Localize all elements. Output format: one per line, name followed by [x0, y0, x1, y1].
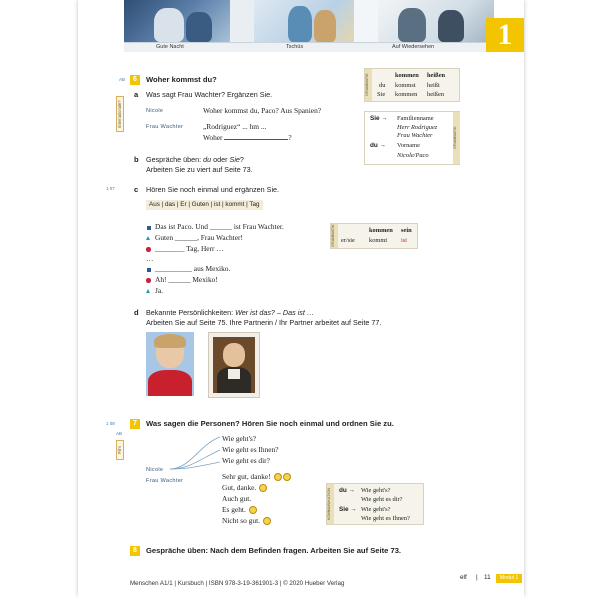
photo-divider	[230, 0, 254, 42]
grammar-head-kommen: kommen	[395, 72, 419, 79]
section-number-8: 8	[130, 546, 140, 556]
grammar-du-kommst: kommst	[395, 82, 416, 89]
smiley-icon	[283, 473, 291, 481]
grammar-example-wachter: Frau Wachter	[397, 132, 433, 139]
answer-2-text: Gut, danke.	[222, 483, 257, 492]
smiley-icon	[259, 484, 267, 492]
top-banner	[124, 0, 494, 42]
dialog-line-3: ________ Tag, Herr …	[155, 244, 224, 253]
neutral-face-icon	[249, 506, 257, 514]
caption-tschues: Tschüs	[286, 44, 304, 50]
chapter-number-tab: 1	[486, 18, 524, 52]
task-d-question: Wer ist das? – Das ist …	[235, 308, 315, 317]
speaker-frau-wachter: Frau Wachter	[146, 478, 184, 484]
task-d-instruction	[146, 308, 314, 317]
caption-gute-nacht: Gute Nacht	[156, 44, 184, 50]
comm-du-a: Wie geht's?	[361, 487, 391, 494]
answer-4	[222, 505, 257, 514]
grammar-tag: GRAMMATIK	[331, 224, 338, 248]
grammar-tag: GRAMMATIK	[365, 69, 372, 101]
grammar-vorname: Vorname	[397, 142, 420, 149]
question-2: Wie geht es Ihnen?	[222, 445, 279, 454]
task-a-instruction: Was sagt Frau Wachter? Ergänzen Sie.	[146, 90, 273, 99]
task-b-instruction	[146, 155, 244, 164]
task-b-text: Gespräche üben:	[146, 155, 204, 164]
wachter-line-1: „Rodriguez“ ... hm ...	[203, 122, 267, 131]
speaker-bullet-circle	[146, 247, 151, 252]
task-c-instruction: Hören Sie noch einmal und ergänzen Sie.	[146, 185, 280, 194]
connector-lines	[170, 434, 226, 474]
workbook-ref: AB	[116, 431, 123, 436]
photo-auf-wiedersehen	[378, 0, 494, 42]
answer-1-text: Sehr gut, danke!	[222, 472, 271, 481]
footer-imprint: Menschen A1/1 | Kursbuch | ISBN 978-3-19-361901-3 | © 2020 Hueber Verlag	[130, 580, 345, 587]
grammar-kommt: kommt	[369, 237, 388, 244]
comm-sie-a: Wie geht's?	[361, 506, 391, 513]
dialog-line-4: …	[146, 254, 154, 263]
answer-5-text: Nicht so gut.	[222, 516, 260, 525]
grammar-pron-du: du	[379, 82, 386, 89]
nicole-line: Woher kommst du, Paco? Aus Spanien?	[203, 106, 322, 115]
photo-celebrity-2	[208, 332, 260, 398]
task-d-letter: d	[134, 308, 139, 317]
grammar-example-nicole-paco: Nicole/Paco	[397, 152, 429, 159]
answer-3: Auch gut.	[222, 494, 252, 503]
section-number-6: 6	[130, 75, 140, 85]
page-word: elf	[460, 574, 467, 581]
wachter-line-2-text: Woher	[203, 133, 223, 142]
speaker-bullet-square	[147, 226, 151, 230]
page-number: 11	[484, 574, 491, 581]
grammar-box-verbs	[364, 68, 460, 102]
task-b-du: du	[203, 155, 212, 164]
page-separator: |	[476, 574, 478, 581]
speaker-bullet-circle	[146, 278, 151, 283]
smiley-icon	[274, 473, 282, 481]
task-a-letter: a	[134, 90, 139, 99]
task-b-sie: Sie	[229, 155, 240, 164]
task-d-instruction-2: Arbeiten Sie auf Seite 75. Ihre Partnerin / Ihr Partner arbeitet auf Seite 77.	[146, 318, 382, 327]
speaker-bullet-square	[147, 268, 151, 272]
answer-4-text: Es geht.	[222, 505, 246, 514]
answer-1	[222, 472, 291, 481]
banner-captions	[124, 42, 494, 52]
wachter-line-2	[203, 133, 292, 142]
answer-blank[interactable]	[224, 139, 288, 140]
comm-du-arrow: du →	[339, 487, 355, 494]
grammar-box-address	[364, 111, 460, 165]
task-b-instruction-2: Arbeiten Sie zu viert auf Seite 73.	[146, 165, 253, 174]
grammar-sie-kommen: kommen	[395, 91, 418, 98]
answer-5	[222, 516, 271, 525]
section-6-title: Woher kommst du?	[146, 75, 217, 84]
speaker-frau-wachter: Frau Wachter	[146, 124, 184, 130]
grammar-example-rodriguez: Herr Rodriguez	[397, 124, 438, 131]
workbook-ref: AB	[119, 77, 126, 82]
grammar-du-arrow: du →	[370, 142, 386, 149]
photo-celebrity-1	[146, 332, 194, 396]
dialog-line-7: Ja.	[155, 286, 164, 295]
audio-ref-1-07: 1 07	[106, 186, 115, 191]
speaker-bullet-triangle	[146, 289, 150, 293]
question-1: Wie geht's?	[222, 434, 257, 443]
grammar-du-heisst: heißt	[427, 82, 440, 89]
caption-auf-wiedersehen: Auf Wiedersehen	[392, 44, 435, 50]
section-8-title: Gespräche üben: Nach dem Befinden fragen. Arbeiten Sie auf Seite 73.	[146, 546, 402, 555]
grammar-sie-arrow: Sie →	[370, 115, 388, 122]
speaker-nicole: Nicole	[146, 108, 164, 114]
communication-box	[326, 483, 424, 525]
task-c-letter: c	[134, 185, 139, 194]
photo-tschues	[254, 0, 354, 42]
grammar-pron-er-sie: er/sie	[341, 237, 355, 244]
task-b-qmark: ?	[239, 155, 244, 164]
grammar-head-kommen: kommen	[369, 227, 393, 234]
comm-sie-b: Wie geht es Ihnen?	[361, 515, 410, 522]
speaker-bullet-triangle	[146, 236, 150, 240]
dialog-line-2: Guten ______, Frau Wachter!	[155, 233, 243, 242]
grammar-head-sein: sein	[401, 227, 412, 234]
grammar-pron-sie: Sie	[377, 91, 386, 98]
dialog-line-6: Ah! ______ Mexiko!	[155, 275, 218, 284]
film-tag: Film	[116, 440, 124, 460]
task-b-letter: b	[134, 155, 139, 164]
word-box: Aus | das | Er | Guten | ist | kommt | Tag	[146, 200, 263, 210]
dialog-line-5: __________ aus Mexiko.	[155, 264, 231, 273]
photo-gute-nacht	[124, 0, 230, 42]
grammar-tag: GRAMMATIK	[453, 112, 460, 164]
question-3: Wie geht es dir?	[222, 456, 270, 465]
intercultural-tag: Internationale?	[116, 96, 124, 132]
answer-2	[222, 483, 267, 492]
grammar-sie-heissen: heißen	[427, 91, 445, 98]
dialog-line-1: Das ist Paco. Und ______ ist Frau Wachter.	[155, 222, 284, 231]
section-number-7: 7	[130, 419, 140, 429]
grammar-ist: ist	[401, 237, 408, 244]
task-d-text: Bekannte Persönlichkeiten:	[146, 308, 236, 317]
task-b-oder: oder	[211, 155, 230, 164]
communication-tag: KOMMUNIKATION	[327, 484, 334, 524]
comm-du-b: Wie geht es dir?	[361, 496, 403, 503]
grammar-box-kommen-sein	[330, 223, 418, 249]
wachter-line-2-end: ?	[288, 133, 292, 142]
section-7-title: Was sagen die Personen? Hören Sie noch einmal und ordnen Sie zu.	[146, 419, 394, 428]
comm-sie-arrow: Sie →	[339, 506, 357, 513]
grammar-familienname: Familienname	[397, 115, 434, 122]
audio-ref-1-08: 1 08	[106, 421, 115, 426]
photo-divider-2	[354, 0, 378, 42]
speaker-nicole: Nicole	[146, 467, 164, 473]
sad-face-icon	[263, 517, 271, 525]
modul-tab: Modul 1	[496, 574, 522, 583]
grammar-head-heissen: heißen	[427, 72, 446, 79]
